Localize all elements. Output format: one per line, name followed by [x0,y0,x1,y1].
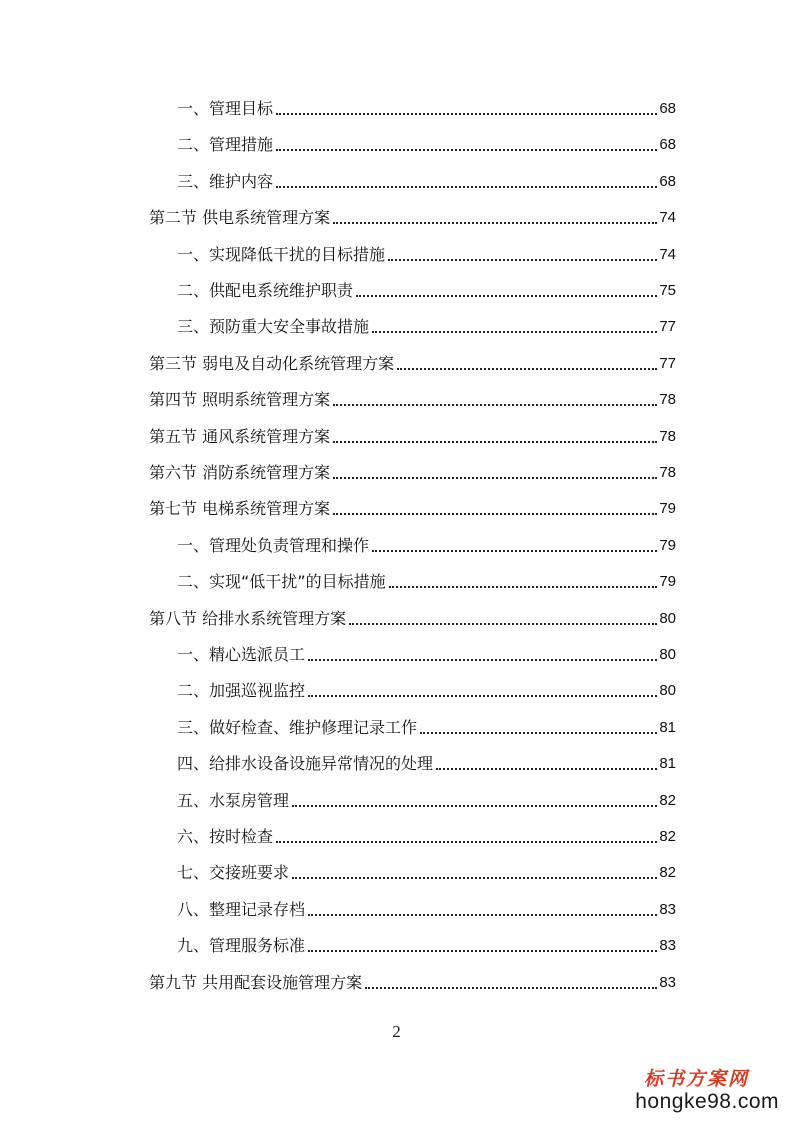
dot-leader [389,586,658,588]
dot-leader [372,331,657,333]
toc-entry [0,933,793,969]
toc-entry [0,642,793,678]
toc-entry-title: 二、加强巡视监控 [177,681,306,701]
toc-entry [0,278,793,314]
dot-leader [333,513,657,515]
toc-entry-title: 二、供配电系统维护职责 [177,281,354,300]
toc-entry-page: 68 [659,172,676,190]
toc-entry [0,569,793,605]
toc-entry [0,314,793,350]
toc-entry-title: 第九节 共用配套设施管理方案 [149,972,363,992]
dot-leader [420,732,657,734]
toc-entry-title: 二、管理措施 [177,135,274,155]
dot-leader [276,149,657,151]
toc-entry-page: 74 [659,245,676,263]
toc-entry-title: 第七节 电梯系统管理方案 [149,499,331,519]
toc-entry [0,242,793,278]
toc-entry-title: 七、交接班要求 [177,863,290,883]
toc-entry [0,533,793,569]
toc-entry-page: 80 [659,646,676,663]
toc-entry-page: 82 [659,828,676,845]
toc-entry [0,169,793,205]
toc-entry-page: 78 [659,391,676,409]
watermark-url: hongke98.com [635,1090,779,1113]
dot-leader [349,623,657,625]
watermark-name: 标书方案网 [643,1068,749,1090]
toc-entry-title: 三、预防重大安全事故措施 [177,317,370,337]
toc-entry [0,387,793,423]
toc-entry-title: 第八节 给排水系统管理方案 [149,608,347,628]
toc-entry-page: 81 [659,718,676,736]
toc-entry [0,678,793,714]
dot-leader [372,550,657,552]
toc-entry-title: 一、精心选派员工 [177,645,306,664]
page-number: 2 [392,1022,401,1041]
toc-entry-title: 六、按时检查 [177,827,274,846]
dot-leader [356,295,657,297]
toc-entry-page: 79 [659,536,676,554]
toc-entry [0,860,793,896]
dot-leader [365,987,657,989]
toc-entry-title: 第二节 供电系统管理方案 [149,208,331,228]
toc-entry [0,751,793,787]
dot-leader [333,222,657,224]
dot-leader [308,695,657,697]
toc-entry [0,715,793,751]
toc-entry-page: 83 [659,973,676,991]
toc-entry-title: 第三节 弱电及自动化系统管理方案 [149,353,395,373]
dot-leader [276,113,657,115]
toc-entry-page: 81 [659,755,676,773]
toc-entry-page: 77 [659,318,676,336]
toc-entry-page: 74 [659,209,676,227]
dot-leader [308,914,657,916]
toc-entry-title: 八、整理记录存档 [177,899,306,919]
toc-entry-page: 75 [659,282,676,299]
watermark [635,1068,779,1114]
toc-entry-title: 第五节 通风系统管理方案 [149,426,331,446]
dot-leader [308,659,657,661]
toc-entry-title: 三、维护内容 [177,171,274,191]
toc-entry [0,824,793,860]
toc-entry [0,460,793,496]
dot-leader [388,259,657,261]
toc-entry-page: 68 [659,136,676,154]
toc-entry-page: 78 [659,464,676,481]
toc-entry-page: 83 [659,900,676,918]
dot-leader [333,441,657,443]
toc-entry-page: 68 [659,100,676,117]
toc-entry [0,132,793,168]
toc-entry [0,351,793,387]
toc-entry-title: 一、管理目标 [177,99,274,118]
toc-entry-page: 79 [659,573,676,591]
toc-entry [0,897,793,933]
toc-entry-page: 82 [659,791,676,809]
toc-entry [0,424,793,460]
toc-entry-page: 83 [659,937,676,955]
toc-entry-title: 三、做好检查、维护修理记录工作 [177,717,418,737]
dot-leader [292,877,657,879]
toc-entry-title: 五、水泵房管理 [177,790,290,810]
toc-entry-title: 一、实现降低干扰的目标措施 [177,244,386,264]
dot-leader [333,477,657,479]
dot-leader [436,768,657,770]
toc-entry [0,205,793,241]
dot-leader [276,841,657,843]
dot-leader [333,404,657,406]
toc-entry-title: 第四节 照明系统管理方案 [149,390,331,410]
toc-entry [0,970,793,1006]
dot-leader [397,368,657,370]
toc-entry-page: 82 [659,864,676,882]
toc-entry-title: 九、管理服务标准 [177,936,306,956]
toc-entry-title: 二、实现“低干扰”的目标措施 [177,572,386,592]
toc-entry [0,96,793,132]
dot-leader [276,186,657,188]
toc-entry-page: 77 [659,354,676,372]
toc-entry-title: 一、管理处负责管理和操作 [177,535,370,555]
toc-entry [0,496,793,532]
toc-entry-title: 四、给排水设备设施异常情况的处理 [177,754,434,774]
toc-entry [0,788,793,824]
toc-entry-title: 第六节 消防系统管理方案 [149,463,331,482]
toc-entry [0,606,793,642]
dot-leader [308,950,657,952]
toc-entry-page: 78 [659,427,676,445]
toc-entry-page: 79 [659,500,676,518]
toc-entry-page: 80 [659,609,676,627]
dot-leader [292,805,657,807]
toc-entry-page: 80 [659,682,676,700]
